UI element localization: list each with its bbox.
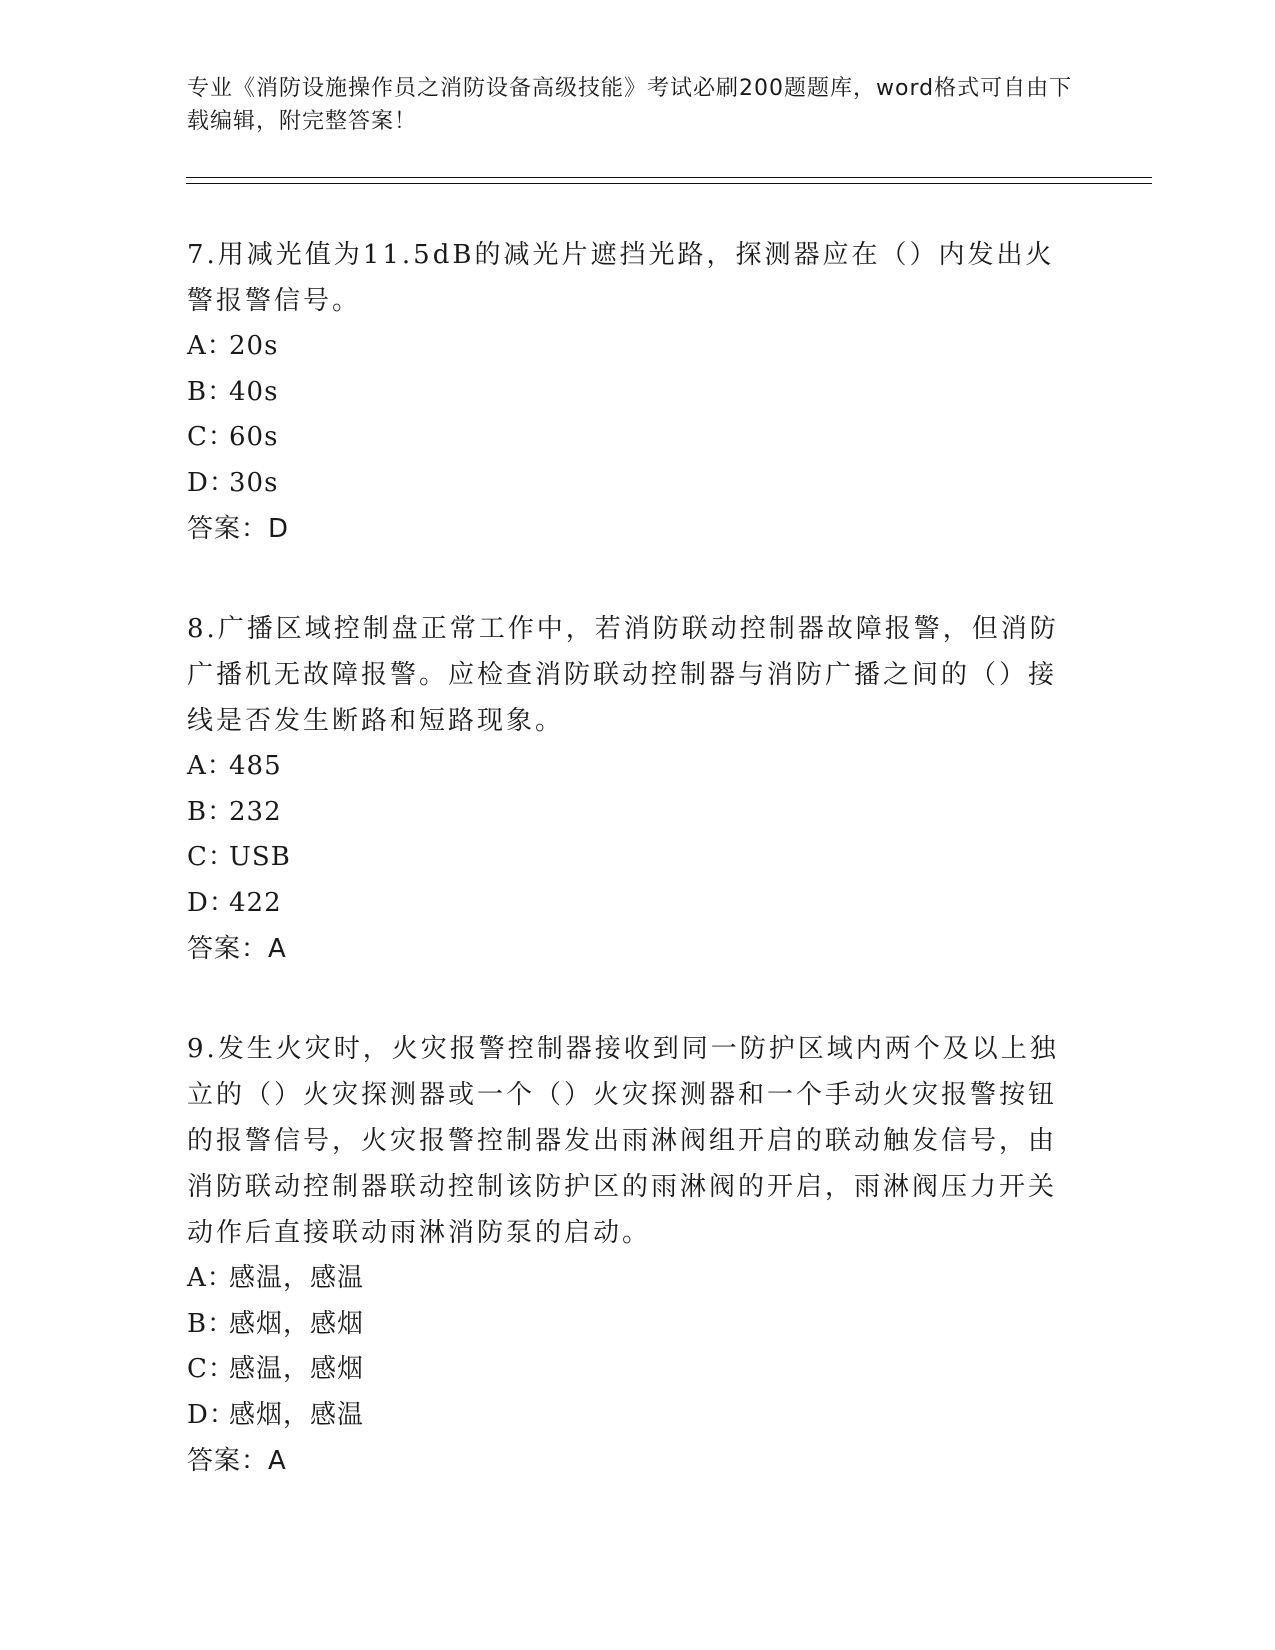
option-text: 20s [229,331,279,361]
option-text: 感烟，感烟 [229,1308,365,1339]
option-b [187,1302,1077,1348]
option-letter: B： [187,796,235,827]
option-letter: B： [187,376,235,407]
answer: 答案：D [187,514,290,544]
question-list [187,232,1077,1538]
option-letter: A： [187,1263,234,1293]
option-d [187,1393,1077,1439]
option-letter: A： [187,331,234,361]
option-text: 232 [229,796,282,827]
option-text: USB [229,842,291,872]
header-title: 专业《消防设施操作员之消防设备高级技能》考试必刷200题题库，word格式可自由下载编辑，附完整答案！ [187,76,1073,134]
option-text: 485 [229,751,282,781]
document-header [187,72,1077,138]
option-c [187,1347,1077,1393]
option-text: 40s [229,376,279,407]
option-text: 感烟，感温 [229,1399,365,1430]
question-stem: 7.用减光值为11.5dB的减光片遮挡光路，探测器应在（）内发出火警报警信号。 [187,240,1055,316]
option-text: 30s [229,467,279,498]
option-letter: C： [187,422,235,452]
option-letter: C： [187,842,235,872]
option-text: 感温，感烟 [229,1354,365,1384]
option-d [187,881,1077,927]
option-text: 60s [229,422,279,452]
question-stem: 8.广播区域控制盘正常工作中，若消防联动控制器故障报警，但消防广播机无故障报警。应检查消防联动控制器与消防广播之间的（）接线是否发生断路和短路现象。 [187,614,1059,736]
question-9 [187,1026,1077,1484]
option-text: 感温，感温 [229,1263,365,1293]
option-a [187,324,1077,370]
question-8 [187,606,1077,972]
option-letter: A： [187,751,234,781]
option-letter: C： [187,1354,235,1384]
option-letter: D： [187,467,236,498]
option-d [187,461,1077,507]
option-a [187,1256,1077,1302]
answer: 答案：A [187,1446,287,1476]
option-b [187,370,1077,416]
question-7 [187,232,1077,552]
option-a [187,744,1077,790]
option-letter: B： [187,1308,235,1339]
answer: 答案：A [187,934,287,964]
option-c [187,415,1077,461]
option-letter: D： [187,887,236,918]
option-text: 422 [229,887,282,918]
question-stem: 9.发生火灾时，火灾报警控制器接收到同一防护区域内两个及以上独立的（）火灾探测器或一个（）火灾探测器和一个手动火灾报警按钮的报警信号，火灾报警控制器发出雨淋阀组开启的联动触发信号，由消防联动控制器联动控制该防护区的雨淋阀的开启，雨淋阀压力开关动作后直接联动雨淋消防泵的启动。 [187,1034,1059,1248]
option-c [187,835,1077,881]
option-b [187,790,1077,836]
header-double-rule [186,177,1152,184]
option-letter: D： [187,1399,236,1430]
